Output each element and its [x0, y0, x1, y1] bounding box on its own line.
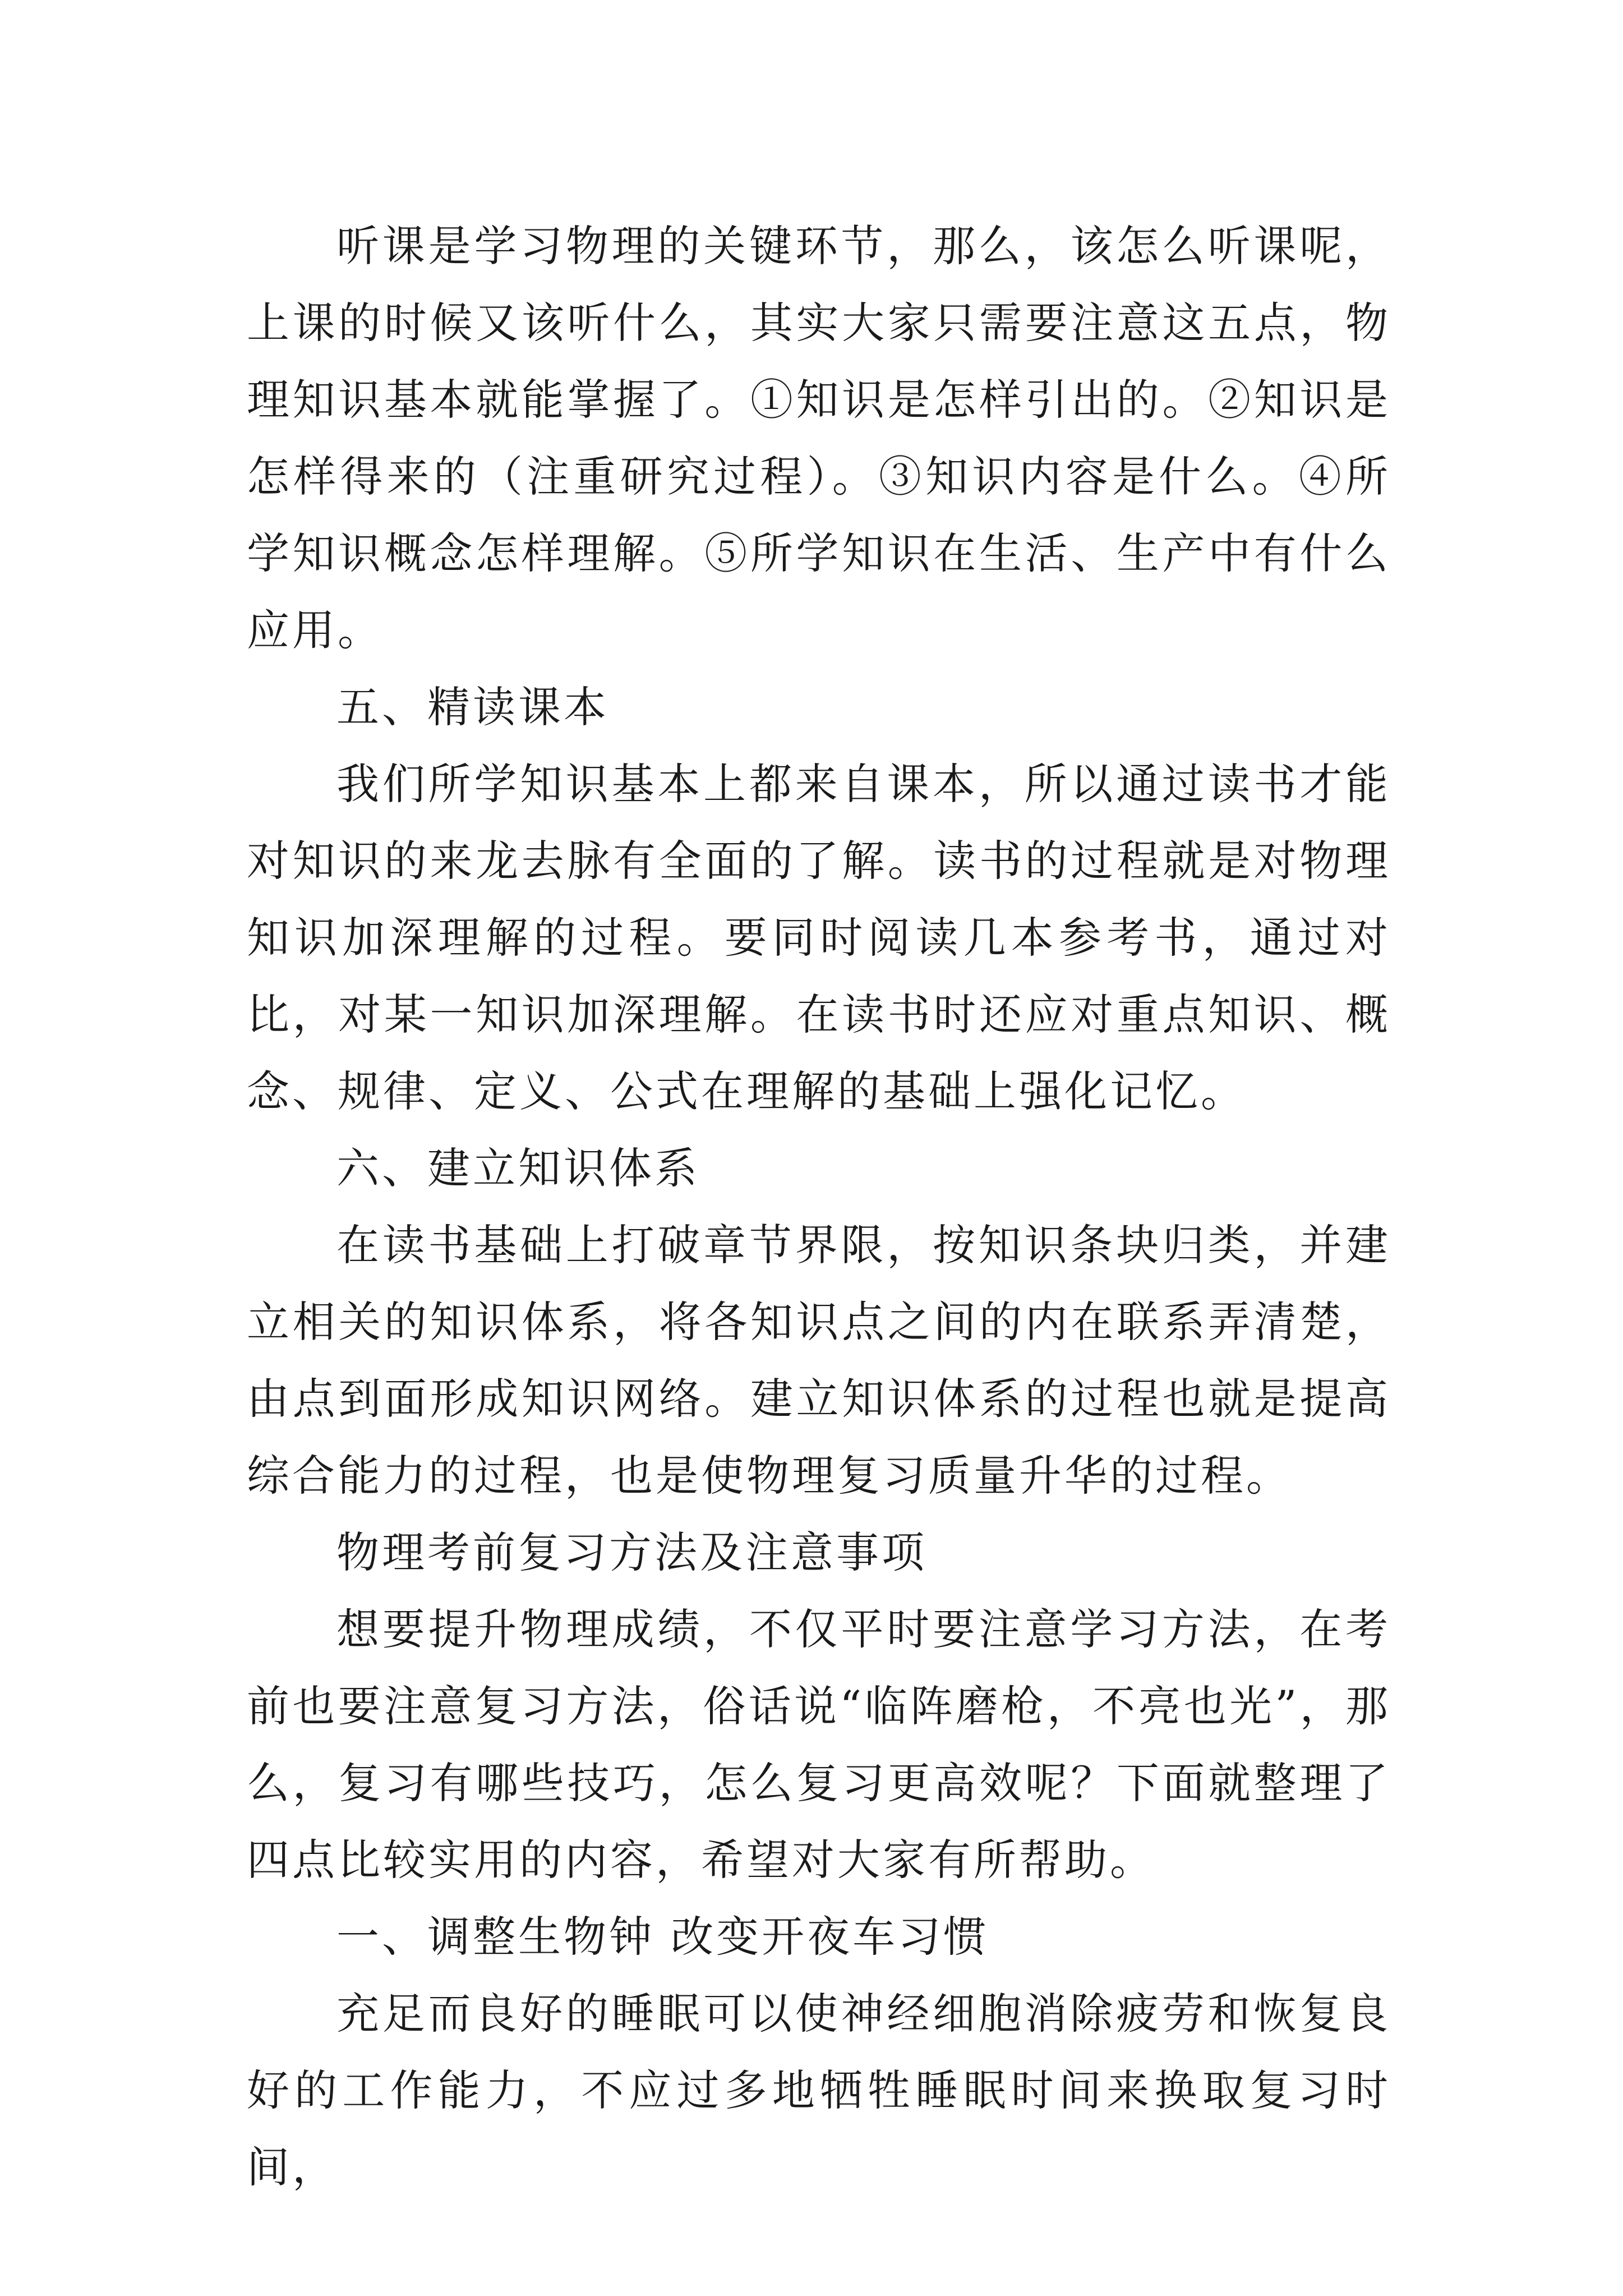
paragraph-listening: 听课是学习物理的关键环节，那么，该怎么听课呢，上课的时候又该听什么，其实大家只需要注意这五点，物理知识基本就能掌握了。①知识是怎样引出的。②知识是怎样得来的（注重研究过程）。③知识内容是什么。④所学知识概念怎样理解。⑤所学知识在生活、生产中有什么应用。 [247, 221, 1391, 655]
paragraph-exam-review: 想要提升物理成绩，不仅平时要注意学习方法，在考前也要注意复习方法，俗话说“临阵磨枪，不亮也光”，那么，复习有哪些技巧，怎么复习更高效呢？下面就整理了四点比较实用的内容，希望对大家有所帮助。 [247, 1604, 1391, 1885]
paragraph-sleep: 充足而良好的睡眠可以使神经细胞消除疲劳和恢复良好的工作能力，不应过多地牺牲睡眠时间来换取复习时间， [247, 1989, 1391, 2192]
heading-biological-clock: 一、调整生物钟 改变开夜车习惯 [336, 1912, 989, 1962]
paragraph-read-textbook: 我们所学知识基本上都来自课本，所以通过读书才能对知识的来龙去脉有全面的了解。读书的过程就是对物理知识加深理解的过程。要同时阅读几本参考书，通过对比，对某一知识加深理解。在读书时还应对重点知识、概念、规律、定义、公式在理解的基础上强化记忆。 [247, 759, 1391, 1116]
heading-knowledge-system: 六、建立知识体系 [336, 1143, 700, 1193]
paragraph-knowledge-system: 在读书基础上打破章节界限，按知识条块归类，并建立相关的知识体系，将各知识点之间的内在联系弄清楚，由点到面形成知识网络。建立知识体系的过程也就是提高综合能力的过程，也是使物理复习质量升华的过程。 [247, 1220, 1391, 1501]
heading-read-textbook: 五、精读课本 [336, 682, 609, 732]
heading-exam-review: 物理考前复习方法及注意事项 [336, 1527, 927, 1577]
document-body [247, 208, 1391, 2206]
